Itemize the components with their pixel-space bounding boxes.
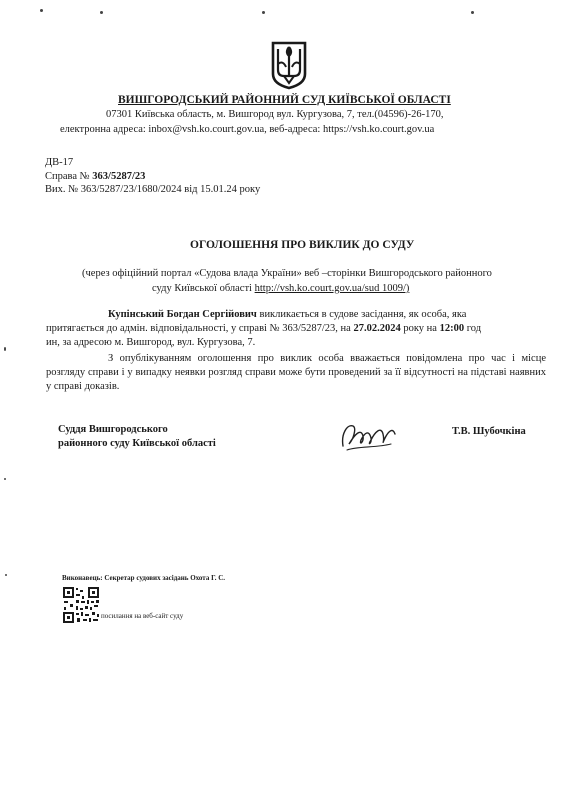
- case-number: [45, 171, 145, 182]
- handwritten-signature: [337, 416, 399, 456]
- summons-date-suffix: року на: [400, 323, 440, 334]
- scan-speck: [4, 478, 6, 480]
- scan-speck: [4, 347, 6, 351]
- qr-code-icon[interactable]: [62, 586, 100, 624]
- summons-line-2: [46, 323, 481, 334]
- coat-of-arms-icon: [270, 40, 308, 90]
- scan-speck: [40, 9, 43, 12]
- subtitle-line-2: [152, 283, 409, 294]
- summons-line-3: ин, за адресою м. Вишгород, вул. Кургузова, 7.: [46, 337, 256, 348]
- court-name: ВИШГОРОДСЬКИЙ РАЙОННИЙ СУД КИЇВСЬКОЇ ОБЛАСТІ: [118, 94, 451, 106]
- case-number-value: 363/5287/23: [92, 171, 146, 182]
- scan-speck: [5, 574, 7, 576]
- court-address: 07301 Київська область, м. Вишгород вул. Кургузова, 7, тел.(04596)-26-170,: [106, 109, 444, 120]
- summons-line-1: [108, 309, 466, 320]
- summons-case-text: притягається до адмін. відповідальності, у справі № 363/5287/23, на: [46, 323, 354, 334]
- document-title: ОГОЛОШЕННЯ ПРО ВИКЛИК ДО СУДУ: [190, 239, 415, 251]
- person-name: Купінський Богдан Сергійович: [108, 309, 257, 320]
- hearing-date: 27.02.2024: [353, 323, 401, 334]
- scan-speck: [262, 11, 265, 14]
- judge-name: Т.В. Шубочкіна: [452, 426, 526, 437]
- qr-caption: посилання на веб-сайт суду: [101, 612, 184, 620]
- subtitle-line-1: (через офіційний портал «Судова влада України» веб –сторінки Вишгородського районного: [82, 268, 492, 279]
- scan-speck: [471, 11, 474, 14]
- summons-role: викликається в судове засідання, як особа, яка: [256, 309, 467, 320]
- notice-paragraph: З опублікуванням оголошення про виклик особа вважається повідомлена про час і місце розгляду справи і у випадку неявки розгляд справи може бути проведений за її відсутності на підставі наявних у справі доказів.: [46, 353, 546, 392]
- court-contacts: електронна адреса: inbox@vsh.ko.court.gov.ua, веб-адреса: https://vsh.ko.court.gov.ua: [60, 124, 435, 135]
- court-site-link[interactable]: http://vsh.ko.court.gov.ua/sud 1009/): [254, 283, 410, 294]
- judge-title-line-1: Суддя Вишгородського: [58, 424, 168, 435]
- hearing-time: 12:00: [439, 323, 465, 334]
- case-prefix: Справа №: [45, 171, 93, 182]
- judge-title-line-2: районного суду Київської області: [58, 438, 216, 449]
- summons-time-suffix: год: [464, 323, 482, 334]
- scan-speck: [100, 11, 103, 14]
- subtitle-prefix: суду Київської області: [152, 283, 255, 294]
- document-code: ДВ-17: [45, 157, 74, 168]
- executor-line: Виконавець: Секретар судових засідань Охота Г. С.: [62, 574, 226, 582]
- outgoing-number: Вих. № 363/5287/23/1680/2024 від 15.01.24 року: [45, 184, 261, 195]
